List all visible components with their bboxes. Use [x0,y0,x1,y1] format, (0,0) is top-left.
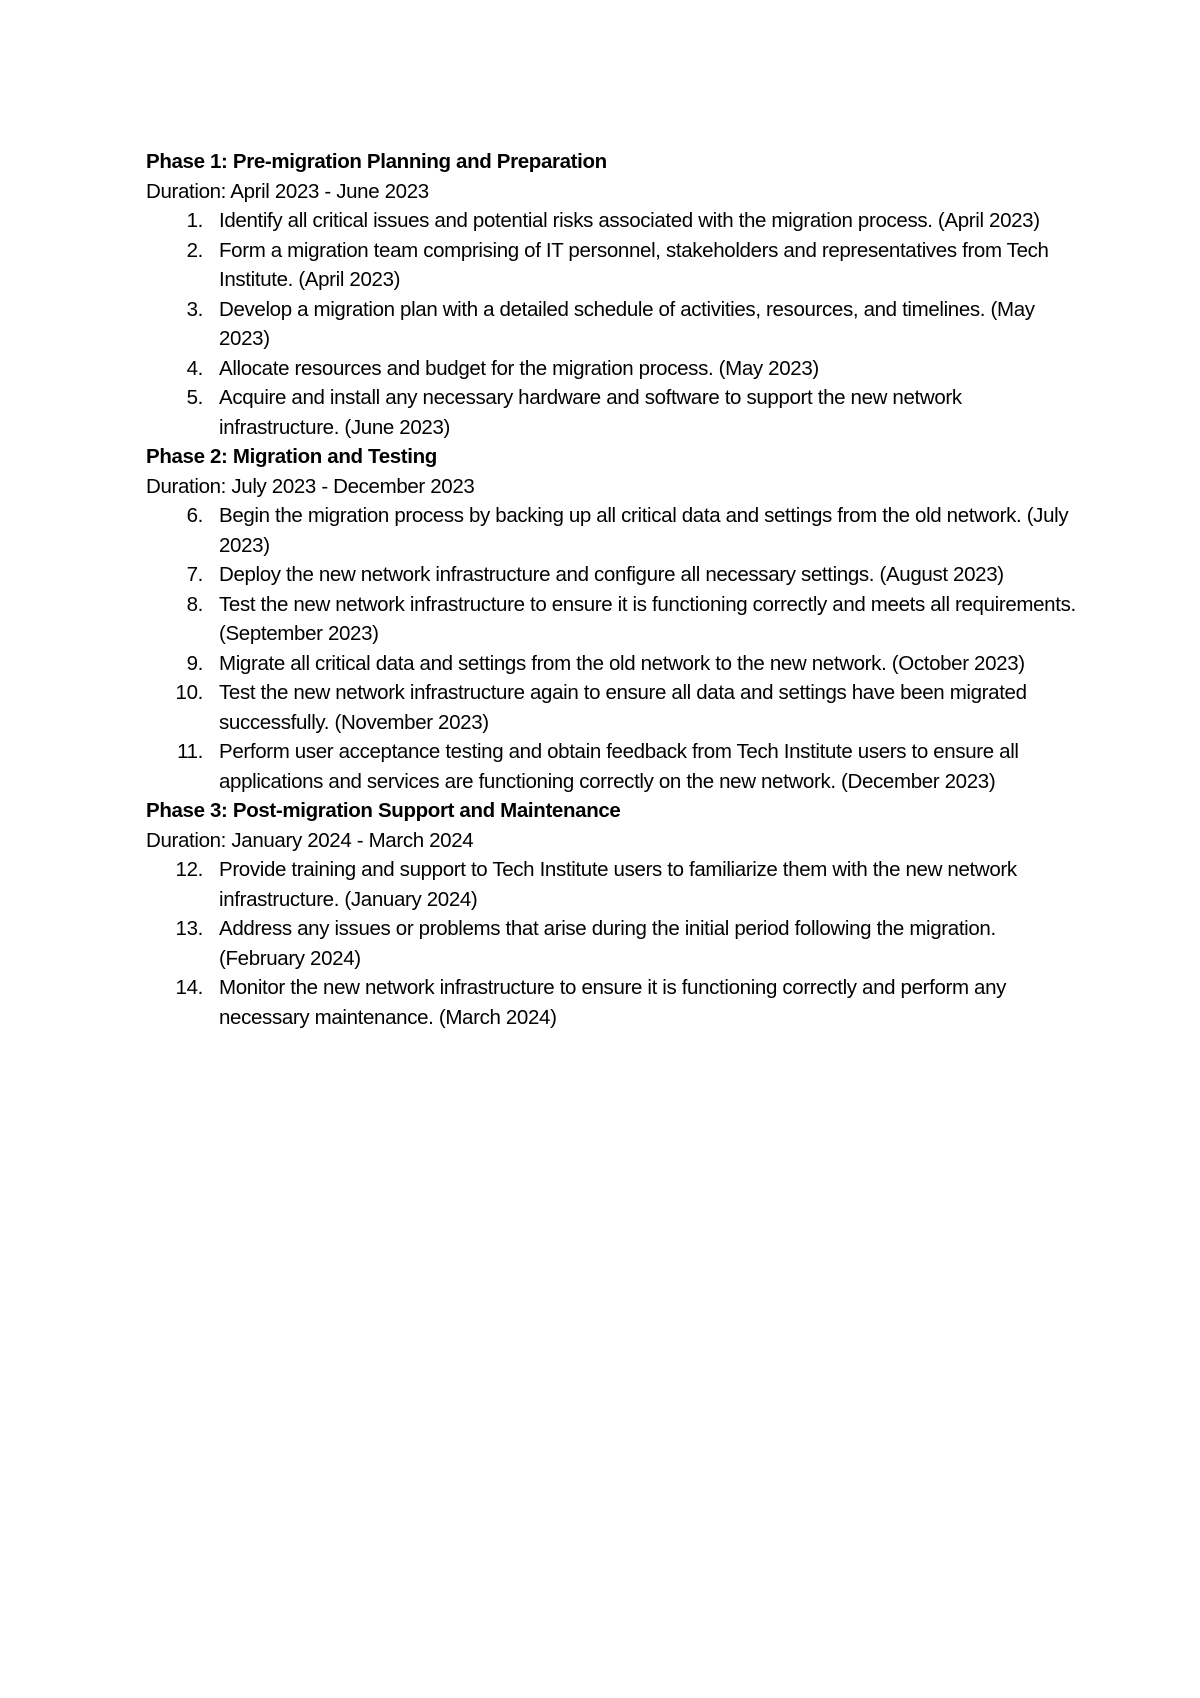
step-number: 12. [175,858,203,881]
step-text: Address any issues or problems that arise during the initial period following the migration. (February 2024) [219,917,996,970]
step-text: Test the new network infrastructure again to ensure all data and settings have been migrated successfully. (November 2023) [219,681,1027,734]
step-text: Deploy the new network infrastructure and configure all necessary settings. (August 2023) [219,563,1004,586]
list-item [146,914,1076,973]
list-item [146,590,1076,649]
list-item [146,295,1076,354]
phase-1-section [146,147,1076,442]
phase-title: Phase 2: Migration and Testing [146,445,437,468]
list-item [146,973,1076,1032]
step-text: Form a migration team comprising of IT personnel, stakeholders and representatives from Tech Institute. (April 2023) [219,238,1049,291]
list-item [146,855,1076,914]
step-number: 14. [175,976,203,999]
list-item [146,560,1076,590]
step-number: 11. [177,740,203,763]
step-number: 7. [186,563,203,586]
step-number: 4. [186,356,203,380]
step-text: Perform user acceptance testing and obtain feedback from Tech Institute users to ensure all applications and services are functioning correctly on the new network. (December 2023) [219,740,1019,793]
step-number: 6. [186,504,203,527]
list-item [146,501,1076,560]
list-item [146,236,1076,295]
step-number: 9. [186,651,203,675]
phase-title: Phase 1: Pre-migration Planning and Preparation [146,150,607,173]
step-number: 5. [186,386,203,409]
step-text: Acquire and install any necessary hardware and software to support the new network infrastructure. (June 2023) [219,386,962,439]
phase-duration: Duration: April 2023 - June 2023 [146,179,429,203]
list-item [146,649,1076,679]
list-item [146,737,1076,796]
step-number: 10. [175,681,203,704]
phase-duration: Duration: January 2024 - March 2024 [146,828,474,852]
step-number: 3. [186,297,203,321]
step-text: Begin the migration process by backing up all critical data and settings from the old network. (July 2023) [219,504,1069,557]
step-text: Allocate resources and budget for the migration process. (May 2023) [219,356,819,380]
phase-3-section [146,796,1076,1032]
list-item [146,383,1076,442]
step-text: Provide training and support to Tech Institute users to familiarize them with the new network infrastructure. (January 2024) [219,858,1017,911]
phase-duration: Duration: July 2023 - December 2023 [146,474,475,498]
step-text: Identify all critical issues and potential risks associated with the migration process. (April 2023) [219,209,1040,232]
step-number: 2. [186,238,203,262]
step-text: Develop a migration plan with a detailed schedule of activities, resources, and timelines. (May 2023) [219,297,1035,350]
step-number: 8. [186,592,203,616]
step-text: Monitor the new network infrastructure to ensure it is functioning correctly and perform any necessary maintenance. (March 2024) [219,976,1007,1029]
list-item [146,678,1076,737]
phase-title: Phase 3: Post-migration Support and Maintenance [146,799,621,822]
step-text: Test the new network infrastructure to ensure it is functioning correctly and meets all requirements. (September 2023) [219,592,1076,645]
list-item [146,354,1076,384]
document-body [146,147,1076,1032]
phase-2-section [146,442,1076,796]
steps-list [146,501,1076,796]
step-text: Migrate all critical data and settings from the old network to the new network. (October 2023) [219,651,1025,675]
step-number: 1. [186,209,203,232]
steps-list [146,206,1076,442]
list-item [146,206,1076,236]
steps-list [146,855,1076,1032]
step-number: 13. [175,917,203,940]
